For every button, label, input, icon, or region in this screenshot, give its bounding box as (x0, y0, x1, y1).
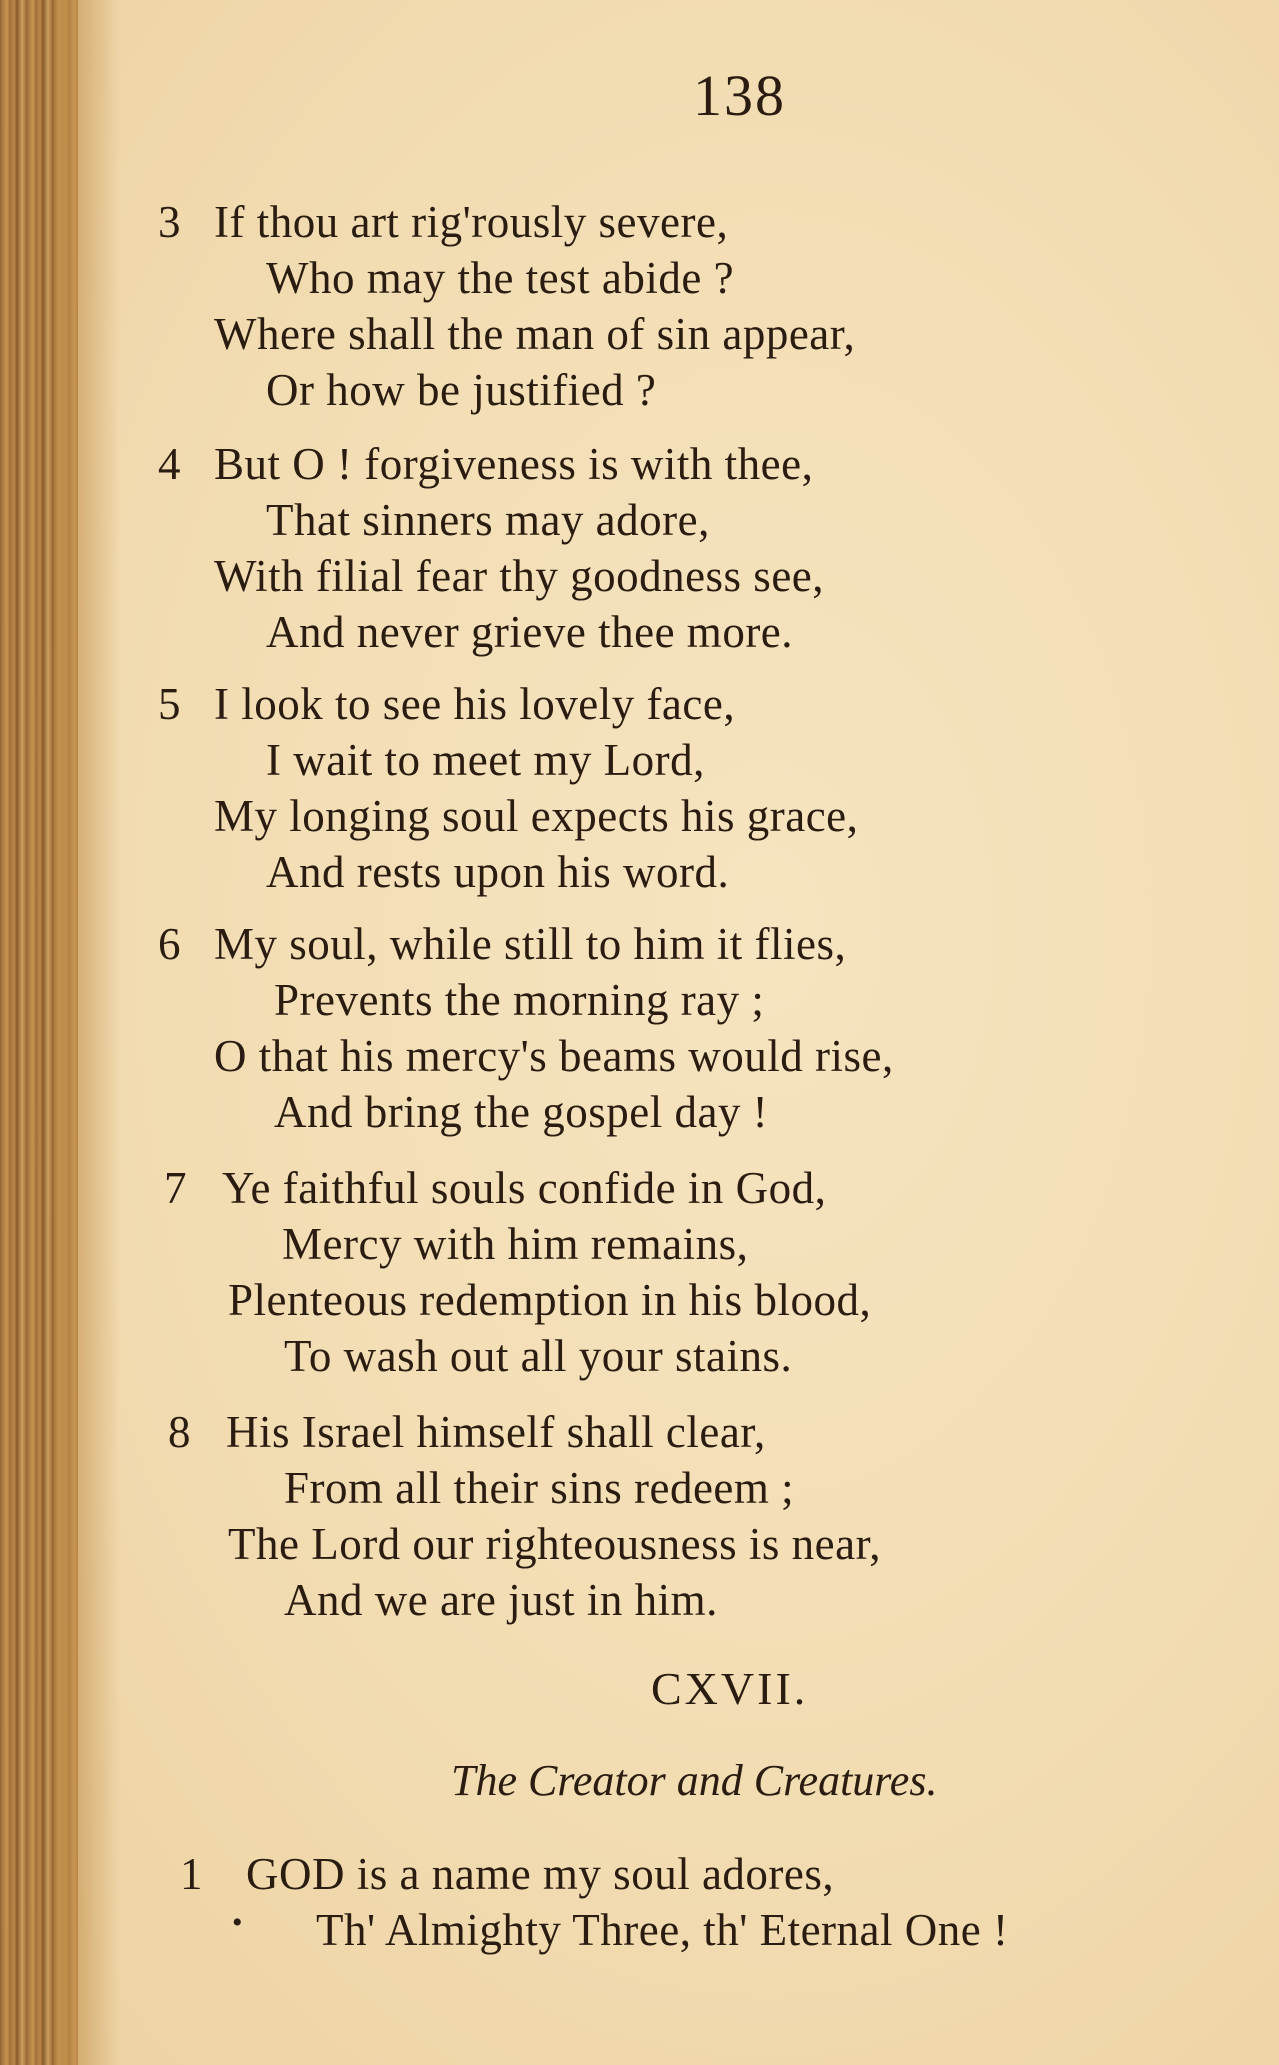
verse-number: 4 (158, 439, 181, 489)
verse-line: To wash out all your stains. (284, 1331, 793, 1381)
verse-line: Or how be justified ? (266, 365, 657, 415)
verse-line: That sinners may adore, (266, 495, 710, 545)
verse-line: But O ! forgiveness is with thee, (214, 439, 814, 489)
verse-line: The Lord our righteousness is near, (228, 1519, 882, 1569)
verse-line: Th' Almighty Three, th' Eternal One ! (316, 1905, 1009, 1955)
verse-line: With filial fear thy goodness see, (214, 551, 825, 601)
hymn-number: CXVII. (651, 1663, 809, 1714)
page-number: 138 (693, 63, 786, 128)
verse-line: And we are just in him. (284, 1575, 718, 1625)
bullet-mark-icon: • (232, 1906, 243, 1939)
verse-line: Plenteous redemption in his blood, (228, 1275, 872, 1325)
spine-shadow (60, 0, 120, 2065)
verse-number: 5 (158, 679, 181, 729)
verse-line: And rests upon his word. (266, 847, 730, 897)
verse-line: GOD is a name my soul adores, (246, 1849, 835, 1899)
verse-line: I look to see his lovely face, (214, 679, 736, 729)
hymn-title: The Creator and Creatures. (451, 1756, 938, 1805)
verse-line: Who may the test abide ? (266, 253, 735, 303)
verse-line: My longing soul expects his grace, (214, 791, 859, 841)
verse-line: My soul, while still to him it flies, (214, 919, 847, 969)
verse-line: I wait to meet my Lord, (266, 735, 705, 785)
verse-line: Where shall the man of sin appear, (214, 309, 856, 359)
verse-number: 8 (168, 1407, 191, 1457)
verse-line: Mercy with him remains, (282, 1219, 749, 1269)
verse-line: And never grieve thee more. (266, 607, 794, 657)
verse-line: Prevents the morning ray ; (274, 975, 765, 1025)
verse-number: 6 (158, 919, 181, 969)
verse-line: If thou art rig'rously severe, (214, 197, 729, 247)
verse-line: From all their sins redeem ; (284, 1463, 795, 1513)
verse-number: 3 (158, 197, 181, 247)
verse-line: And bring the gospel day ! (274, 1087, 769, 1137)
verse-number: 7 (164, 1163, 187, 1213)
verse-line: His Israel himself shall clear, (226, 1407, 766, 1457)
verse-number: 1 (180, 1849, 203, 1899)
verse-line: O that his mercy's beams would rise, (214, 1031, 894, 1081)
verse-line: Ye faithful souls confide in God, (222, 1163, 827, 1213)
